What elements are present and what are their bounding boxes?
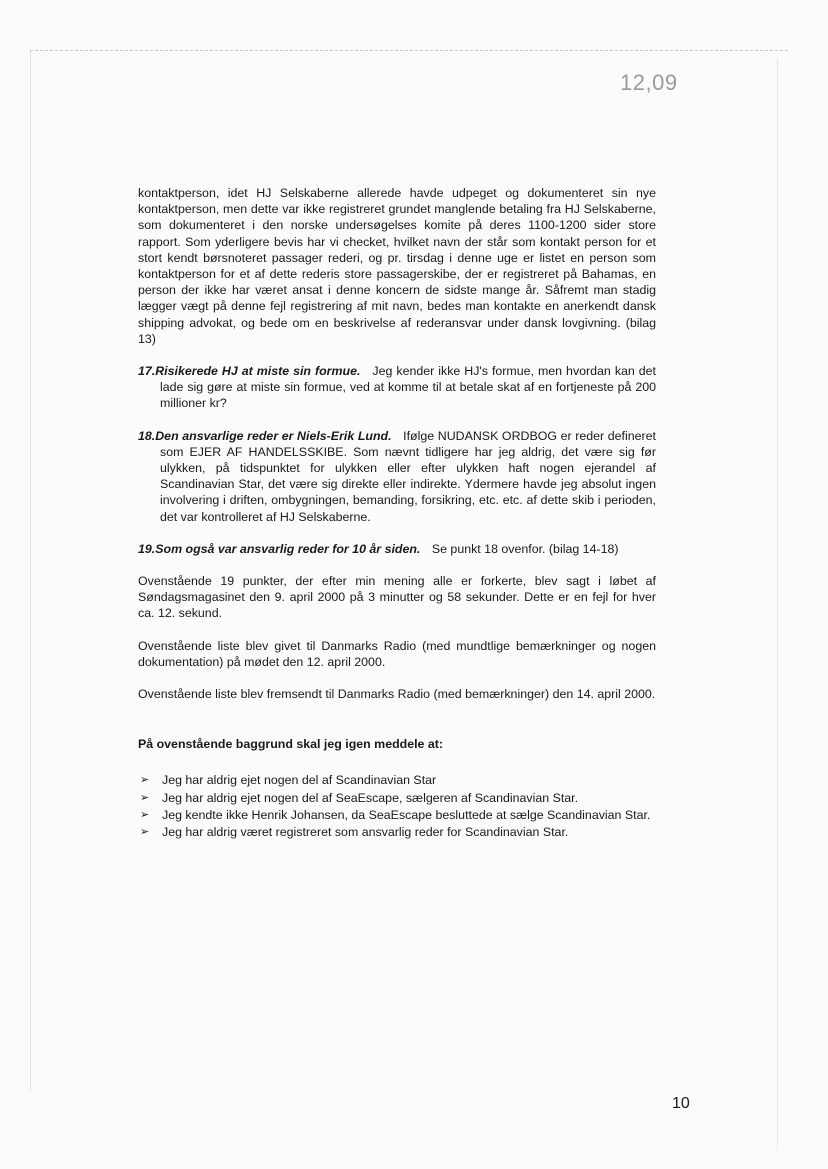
conclusion-list — [138, 772, 656, 840]
item-18-number: 18. — [138, 428, 156, 443]
arrow-bullet-icon: ➢ — [140, 826, 150, 839]
fax-page-mark: 12,09 — [620, 70, 678, 95]
item-17-heading: Risikerede HJ at miste sin formue. — [155, 364, 361, 379]
document-body — [138, 185, 656, 841]
list-item — [138, 772, 656, 788]
item-18-text: Ifølge NUDANSK ORDBOG er reder defineret som EJER AF HANDELSSKIBE. Som nævnt tidligere har jeg aldrig, det være sig før ulykken, på tidspunktet for ulykken eller efter ulykken haft nogen ejerandel af Scandinavian Star, det være sig direkte eller indirekte. Ydermere havde jeg absolut ingen involvering i driften, ombygningen, bemanding, forsikring, etc. etc. af dette skib i perioden, det var kontrolleret af HJ Selskaberne. — [160, 428, 656, 524]
item-19-text: Se punkt 18 ovenfor. (bilag 14-18) — [431, 541, 619, 556]
item-19 — [138, 541, 656, 557]
list-item — [138, 824, 656, 840]
page-number: 10 — [672, 1095, 690, 1112]
item-18-heading: Den ansvarlige reder er Niels-Erik Lund. — [155, 428, 392, 443]
arrow-bullet-icon: ➢ — [140, 808, 150, 821]
item-19-number: 19. — [138, 541, 156, 556]
list-item-text: Jeg kendte ikke Henrik Johansen, da SeaEscape besluttede at sælge Scandinavian Star. — [162, 807, 651, 822]
list-item-text: Jeg har aldrig været registreret som ansvarlig reder for Scandinavian Star. — [162, 825, 569, 840]
intro-paragraph: kontaktperson, idet HJ Selskaberne allerede havde udpeget og dokumenteret sin nye kontaktperson, men dette var ikke registreret grundet manglende betaling fra HJ Selskaberne, som dokumenteret i den norske undersøgelses komite på deres 1100-1200 sider store rapport. Som yderligere bevis har vi checket, hvilket navn der står som kontakt person for et stort kendt børsnoteret passager rederi, og pr. tirsdag i denne uge er listet en person som kontaktperson for et af dette rederis store passagerskibe, der er registreret på Bahamas, en person der ikke har været ansat i denne koncern de sidste mange år. Såfremt man stadig lægger vægt på denne fejl registrering af mit navn, bedes man kontakte en anerkendt dansk shipping advokat, og bede om en beskrivelse af rederansvar under dansk lovgivning. (bilag 13) — [138, 186, 656, 346]
arrow-bullet-icon: ➢ — [140, 791, 150, 804]
item-17-number: 17. — [138, 364, 156, 379]
scan-edge-top — [30, 50, 788, 51]
summary-paragraph-2: Ovenstående liste blev givet til Danmarks Radio (med mundtlige bemærkninger og nogen dokumentation) på mødet den 12. april 2000. — [138, 638, 656, 669]
item-19-heading: Som også var ansvarlig reder for 10 år siden. — [155, 541, 421, 556]
summary-paragraph-1: Ovenstående 19 punkter, der efter min mening alle er forkerte, blev sagt i løbet af Søndagsmagasinet den 9. april 2000 på 3 minutter og 58 sekunder. Dette er en fejl for hver ca. 12. sekund. — [138, 574, 656, 621]
scan-edge-right — [777, 60, 778, 1150]
list-item — [138, 790, 656, 806]
item-18 — [138, 428, 656, 525]
list-item — [138, 807, 656, 823]
summary-paragraph-3: Ovenstående liste blev fremsendt til Danmarks Radio (med bemærkninger) den 14. april 2000. — [138, 687, 656, 702]
scan-edge-left — [30, 50, 31, 1090]
list-item-text: Jeg har aldrig ejet nogen del af SeaEscape, sælgeren af Scandinavian Star. — [162, 790, 579, 805]
item-17 — [138, 363, 656, 412]
conclusion-heading: På ovenstående baggrund skal jeg igen meddele at: — [138, 737, 444, 752]
item-17-text: Jeg kender ikke HJ's formue, men hvordan kan det lade sig gøre at miste sin formue, ved at komme til at betale skat af en fortjeneste på 200 millioner kr? — [160, 364, 657, 411]
list-item-text: Jeg har aldrig ejet nogen del af Scandinavian Star — [162, 773, 437, 788]
arrow-bullet-icon: ➢ — [140, 774, 150, 787]
